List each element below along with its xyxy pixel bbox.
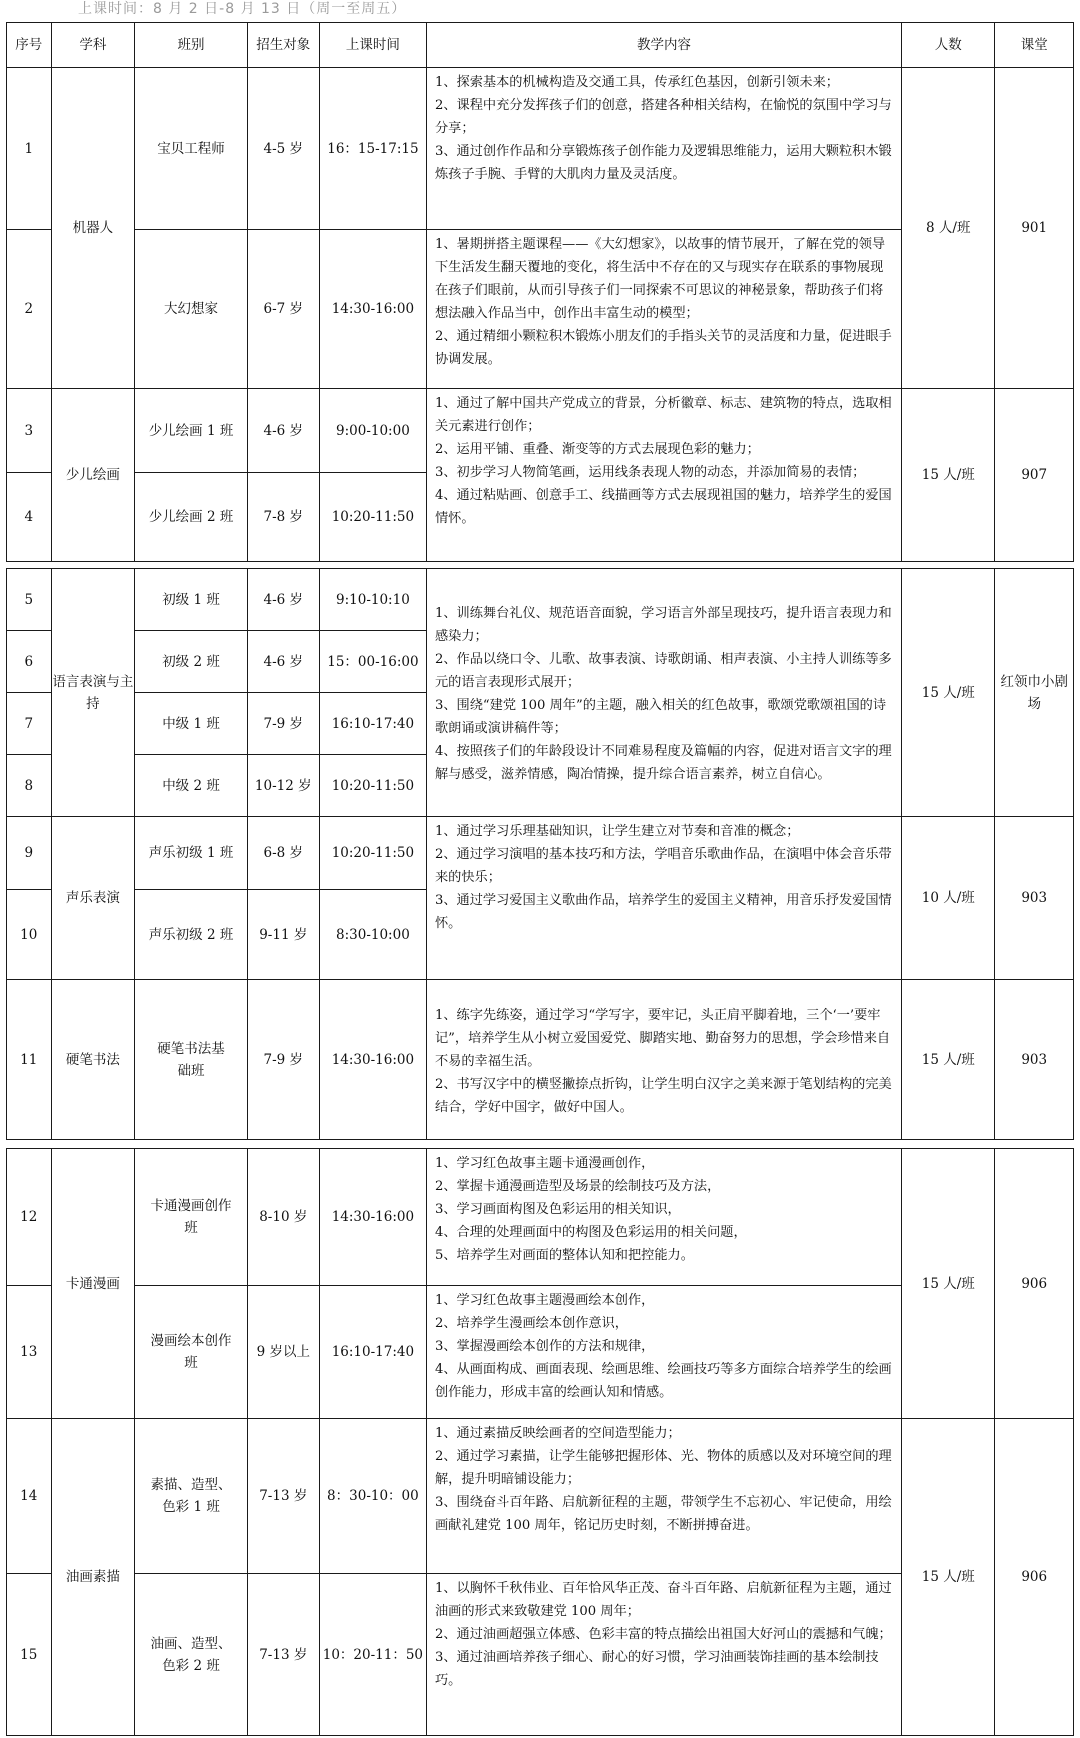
class-cell: 卡通漫画创作班 — [135, 1149, 247, 1286]
class-cell: 中级 2 班 — [135, 755, 247, 817]
time-cell: 10：20-11：50 — [319, 1574, 426, 1736]
table-row — [7, 569, 1074, 631]
content-cell — [426, 1149, 901, 1286]
content-cell — [426, 569, 901, 817]
table-row — [7, 980, 1074, 1140]
count-cell: 15 人/班 — [902, 1419, 995, 1736]
time-cell: 10:20-11:50 — [319, 755, 426, 817]
age-cell: 4-6 岁 — [247, 389, 319, 473]
content-line: 2、运用平铺、重叠、渐变等的方式去展现色彩的魅力； — [434, 442, 760, 457]
table-row — [7, 1419, 1074, 1574]
content-line: 3、掌握漫画绘本创作的方法和规律， — [434, 1339, 655, 1354]
time-cell: 10:20-11:50 — [319, 817, 426, 890]
time-cell: 16:10-17:40 — [319, 693, 426, 755]
content-line: 1、通过了解中国共产党成立的背景，分析徽章、标志、建筑物的特点，选取相关元素进行创作； — [434, 396, 892, 434]
content-line: 3、学习画面构图及色彩运用的相关知识， — [434, 1202, 681, 1217]
content-line: 1、以胸怀千秋伟业、百年恰风华正茂、奋斗百年路、启航新征程为主题，通过油画的形式来致敬建党 100 周年； — [434, 1581, 892, 1619]
room-cell: 907 — [995, 389, 1074, 562]
row-number: 4 — [7, 473, 52, 562]
room-cell: 903 — [995, 817, 1074, 980]
class-cell: 少儿绘画 1 班 — [135, 389, 247, 473]
time-cell: 8：30-10：00 — [319, 1419, 426, 1574]
subject-cell: 机器人 — [51, 68, 135, 389]
age-cell: 6-8 岁 — [247, 817, 319, 890]
room-cell: 红领巾小剧场 — [995, 569, 1074, 817]
content-line: 3、初步学习人物简笔画，运用线条表现人物的动态，并添加简易的表情； — [434, 465, 866, 480]
class-cell: 声乐初级 2 班 — [135, 890, 247, 980]
room-cell: 906 — [995, 1149, 1074, 1419]
count-cell: 15 人/班 — [902, 389, 995, 562]
content-line: 3、通过创作作品和分享锻炼孩子创作能力及逻辑思维能力，运用大颗粒积木锻炼孩子手腕、手臂的大肌肉力量及灵活度。 — [434, 144, 892, 182]
class-cell: 声乐初级 1 班 — [135, 817, 247, 890]
content-cell — [426, 817, 901, 980]
age-cell: 4-6 岁 — [247, 631, 319, 693]
header-time: 上课时间 — [319, 23, 426, 68]
table-row — [7, 817, 1074, 890]
table-row — [7, 389, 1074, 473]
content-cell — [426, 980, 901, 1140]
age-cell: 9-11 岁 — [247, 890, 319, 980]
content-line: 2、掌握卡通漫画造型及场景的绘制技巧及方法， — [434, 1179, 721, 1194]
header-subject: 学科 — [51, 23, 135, 68]
header-class: 班别 — [135, 23, 247, 68]
age-cell: 6-7 岁 — [247, 230, 319, 389]
class-cell: 油画、造型、色彩 2 班 — [135, 1574, 247, 1736]
age-cell: 4-6 岁 — [247, 569, 319, 631]
header-room: 课堂 — [995, 23, 1074, 68]
class-cell: 宝贝工程师 — [135, 68, 247, 230]
class-cell: 中级 1 班 — [135, 693, 247, 755]
content-line: 1、暑期拼搭主题课程——《大幻想家》，以故事的情节展开，了解在党的领导下生活发生翻天覆地的变化，将生活中不存在的又与现实存在联系的事物展现在孩子们眼前，从而引导孩子们一同探索不可思议的神秘景象，帮助孩子们将想法融入作品当中，创作出丰富生动的模型； — [434, 237, 886, 321]
content-line: 4、通过粘贴画、创意手工、线描画等方式去展现祖国的魅力，培养学生的爱国情怀。 — [434, 488, 892, 526]
time-cell: 15：00-16:00 — [319, 631, 426, 693]
room-cell: 901 — [995, 68, 1074, 389]
header-no: 序号 — [7, 23, 52, 68]
time-cell: 16:10-17:40 — [319, 1286, 426, 1419]
time-cell: 9:10-10:10 — [319, 569, 426, 631]
content-cell — [426, 389, 901, 562]
subject-cell: 卡通漫画 — [51, 1149, 135, 1419]
content-line: 4、从画面构成、画面表现、绘画思维、绘画技巧等多方面综合培养学生的绘画创作能力，形成丰富的绘画认知和情感。 — [434, 1362, 892, 1400]
content-line: 2、通过学习素描，让学生能够把握形体、光、物体的质感以及对环境空间的理解，提升明暗铺设能力； — [434, 1449, 892, 1487]
content-cell — [426, 68, 901, 230]
content-line: 3、通过油画培养孩子细心、耐心的好习惯，学习油画装饰挂画的基本绘制技巧。 — [434, 1650, 879, 1688]
age-cell: 7-13 岁 — [247, 1574, 319, 1736]
time-cell: 14:30-16:00 — [319, 230, 426, 389]
content-line: 1、学习红色故事主题卡通漫画创作， — [434, 1156, 655, 1171]
count-cell: 15 人/班 — [902, 569, 995, 817]
header-content: 教学内容 — [426, 23, 901, 68]
age-cell: 4-5 岁 — [247, 68, 319, 230]
age-cell: 7-9 岁 — [247, 980, 319, 1140]
row-number: 3 — [7, 389, 52, 473]
header-target: 招生对象 — [247, 23, 319, 68]
age-cell: 7-13 岁 — [247, 1419, 319, 1574]
room-cell: 903 — [995, 980, 1074, 1140]
content-line: 1、探索基本的机械构造及交通工具，传承红色基因，创新引领未来； — [434, 75, 839, 90]
course-table-block-2 — [6, 568, 1074, 1140]
time-cell: 14:30-16:00 — [319, 1149, 426, 1286]
row-number: 12 — [7, 1149, 52, 1286]
class-cell: 素描、造型、色彩 1 班 — [135, 1419, 247, 1574]
course-table-block-1 — [6, 22, 1074, 562]
row-number: 2 — [7, 230, 52, 389]
count-cell: 8 人/班 — [902, 68, 995, 389]
time-cell: 9:00-10:00 — [319, 389, 426, 473]
content-line: 3、通过学习爱国主义歌曲作品，培养学生的爱国主义精神，用音乐抒发爱国情怀。 — [434, 893, 892, 931]
class-cell: 漫画绘本创作班 — [135, 1286, 247, 1419]
content-cell — [426, 1286, 901, 1419]
content-line: 2、通过油画超强立体感、色彩丰富的特点描绘出祖国大好河山的震撼和气魄； — [434, 1627, 892, 1642]
count-cell: 10 人/班 — [902, 817, 995, 980]
table-row — [7, 1149, 1074, 1286]
subject-cell: 语言表演与主持 — [51, 569, 135, 817]
time-cell: 16：15-17:15 — [319, 68, 426, 230]
row-number: 11 — [7, 980, 52, 1140]
header-count: 人数 — [902, 23, 995, 68]
class-cell: 大幻想家 — [135, 230, 247, 389]
content-cell — [426, 1574, 901, 1736]
content-line: 1、训练舞台礼仪、规范语音面貌，学习语言外部呈现技巧，提升语言表现力和感染力； — [434, 606, 892, 644]
class-cell: 初级 1 班 — [135, 569, 247, 631]
header-row — [7, 23, 1074, 68]
subject-cell: 油画素描 — [51, 1419, 135, 1736]
age-cell: 7-8 岁 — [247, 473, 319, 562]
class-cell: 初级 2 班 — [135, 631, 247, 693]
row-number: 15 — [7, 1574, 52, 1736]
count-cell: 15 人/班 — [902, 1149, 995, 1419]
content-line: 2、培养学生漫画绘本创作意识， — [434, 1316, 628, 1331]
content-line: 2、作品以绕口令、儿歌、故事表演、诗歌朗诵、相声表演、小主持人训练等多元的语言表现形式展开； — [434, 652, 892, 690]
content-line: 1、学习红色故事主题漫画绘本创作， — [434, 1293, 655, 1308]
age-cell: 8-10 岁 — [247, 1149, 319, 1286]
row-number: 5 — [7, 569, 52, 631]
content-line: 1、通过素描反映绘画者的空间造型能力； — [434, 1426, 681, 1441]
content-line: 3、围绕奋斗百年路、启航新征程的主题，带领学生不忘初心、牢记使命，用绘画献礼建党 100 周年，铭记历史时刻，不断拼搏奋进。 — [434, 1495, 892, 1533]
schedule-note: 上课时间：8 月 2 日-8 月 13 日（周一至周五） — [78, 1, 407, 17]
content-line: 4、按照孩子们的年龄段设计不同难易程度及篇幅的内容，促进对语言文字的理解与感受，滋养情感，陶冶情操，提升综合语言素养，树立自信心。 — [434, 744, 892, 782]
row-number: 8 — [7, 755, 52, 817]
content-cell — [426, 230, 901, 389]
course-table-block-3 — [6, 1148, 1074, 1736]
row-number: 14 — [7, 1419, 52, 1574]
time-cell: 8:30-10:00 — [319, 890, 426, 980]
content-line: 2、课程中充分发挥孩子们的创意，搭建各种相关结构，在愉悦的氛围中学习与分享； — [434, 98, 892, 136]
table-row — [7, 68, 1074, 230]
content-line: 2、书写汉字中的横竖撇捺点折钩，让学生明白汉字之美来源于笔划结构的完美结合，学好中国字，做好中国人。 — [434, 1076, 892, 1115]
time-cell: 10:20-11:50 — [319, 473, 426, 562]
class-cell: 少儿绘画 2 班 — [135, 473, 247, 562]
content-cell — [426, 1419, 901, 1574]
age-cell: 9 岁以上 — [247, 1286, 319, 1419]
subject-cell: 硬笔书法 — [51, 980, 135, 1140]
row-number: 9 — [7, 817, 52, 890]
row-number: 10 — [7, 890, 52, 980]
age-cell: 7-9 岁 — [247, 693, 319, 755]
content-line: 3、围绕“建党 100 周年”的主题，融入相关的红色故事，歌颂党歌颂祖国的诗歌朗诵或演讲稿件等； — [434, 698, 887, 736]
row-number: 1 — [7, 68, 52, 230]
room-cell: 906 — [995, 1419, 1074, 1736]
row-number: 13 — [7, 1286, 52, 1419]
count-cell: 15 人/班 — [902, 980, 995, 1140]
row-number: 6 — [7, 631, 52, 693]
content-line: 1、练字先练姿，通过学习“学写字，要牢记，头正肩平脚着地，三个‘一’要牢记”，培养学生从小树立爱国爱党、脚踏实地、勤奋努力的思想，学会珍惜来自不易的幸福生活。 — [434, 1007, 891, 1069]
time-cell: 14:30-16:00 — [319, 980, 426, 1140]
subject-cell: 少儿绘画 — [51, 389, 135, 562]
content-line: 1、通过学习乐理基础知识，让学生建立对节奏和音准的概念； — [434, 824, 800, 839]
row-number: 7 — [7, 693, 52, 755]
subject-cell: 声乐表演 — [51, 817, 135, 980]
content-line: 5、培养学生对画面的整体认知和把控能力。 — [434, 1248, 694, 1263]
content-line: 2、通过学习演唱的基本技巧和方法，学唱音乐歌曲作品，在演唱中体会音乐带来的快乐； — [434, 847, 892, 885]
age-cell: 10-12 岁 — [247, 755, 319, 817]
class-cell: 硬笔书法基础班 — [135, 980, 247, 1140]
content-line: 4、合理的处理画面中的构图及色彩运用的相关问题， — [434, 1225, 747, 1240]
content-line: 2、通过精细小颗粒积木锻炼小朋友们的手指头关节的灵活度和力量，促进眼手协调发展。 — [434, 329, 892, 367]
